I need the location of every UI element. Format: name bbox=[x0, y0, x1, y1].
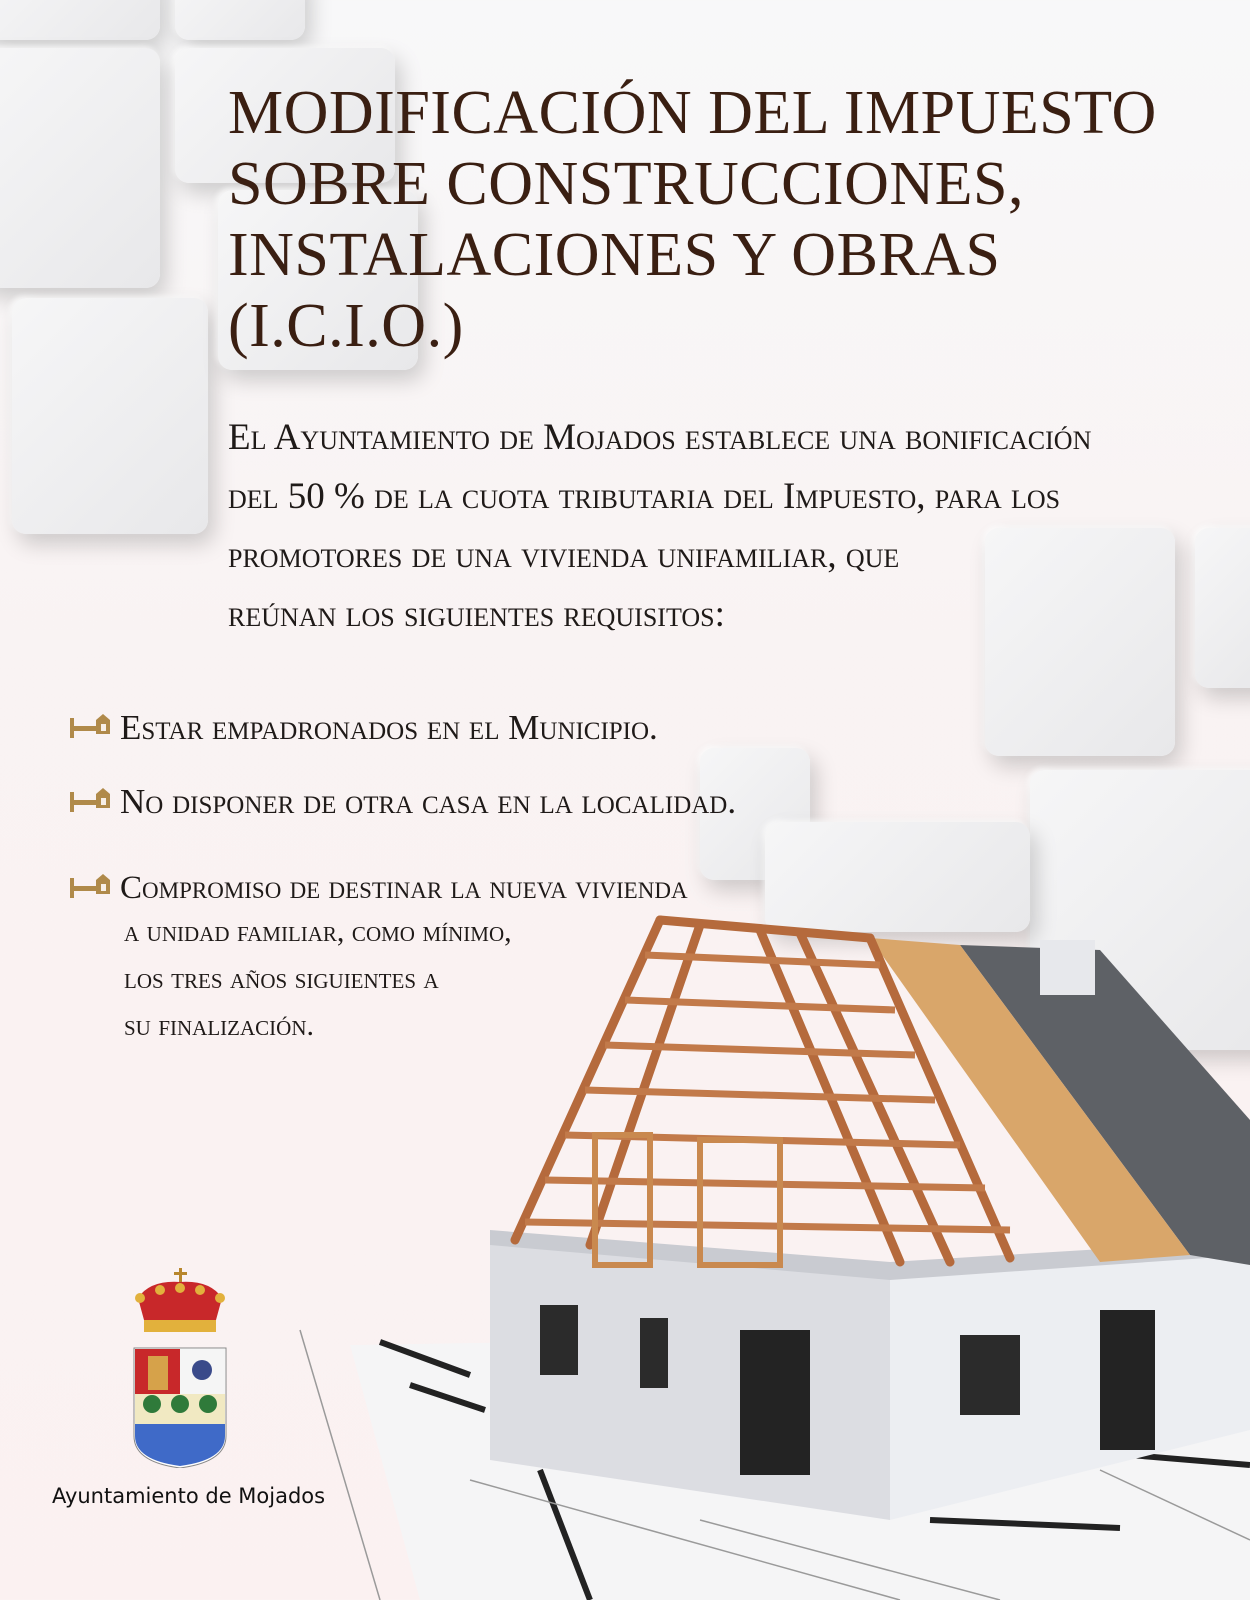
intro-line: del 50 % de la cuota tributaria del Impuesto, para los bbox=[228, 476, 1061, 517]
title-line: SOBRE CONSTRUCCIONES, bbox=[228, 150, 1024, 218]
requirement-text: Estar empadronados en el Municipio. bbox=[120, 708, 658, 747]
house-door bbox=[740, 1330, 810, 1475]
house-door bbox=[1100, 1310, 1155, 1450]
coat-of-arms-icon bbox=[130, 1268, 230, 1468]
key-icon bbox=[70, 712, 110, 742]
logo-caption: Ayuntamiento de Mojados bbox=[52, 1484, 326, 1508]
key-icon bbox=[70, 872, 110, 902]
title-line: (I.C.I.O.) bbox=[228, 292, 464, 360]
title-line: MODIFICACIÓN DEL IMPUESTO bbox=[228, 79, 1157, 147]
title-line: INSTALACIONES Y OBRAS bbox=[228, 221, 1001, 289]
requirement-text: No disponer de otra casa en la localidad. bbox=[120, 782, 737, 821]
requirement-text bbox=[120, 868, 688, 1049]
requirement-line: los tres años siguientes a bbox=[124, 962, 439, 995]
intro-line: promotores de una vivienda unifamiliar, que bbox=[228, 535, 900, 576]
intro-paragraph bbox=[228, 408, 1228, 644]
house-window bbox=[960, 1335, 1020, 1415]
intro-line: El Ayuntamiento de Mojados establece una bonificación bbox=[228, 417, 1092, 458]
requirement-line: a unidad familiar, como mínimo, bbox=[124, 915, 512, 948]
requirement-line: su finalización. bbox=[124, 1009, 314, 1042]
requirement-line: Compromiso de destinar la nueva vivienda bbox=[120, 870, 688, 906]
key-icon bbox=[70, 786, 110, 816]
intro-line: reúnan los siguientes requisitos: bbox=[228, 594, 725, 635]
house-window bbox=[540, 1305, 578, 1375]
page-title bbox=[228, 78, 1228, 362]
house-window bbox=[640, 1318, 668, 1388]
